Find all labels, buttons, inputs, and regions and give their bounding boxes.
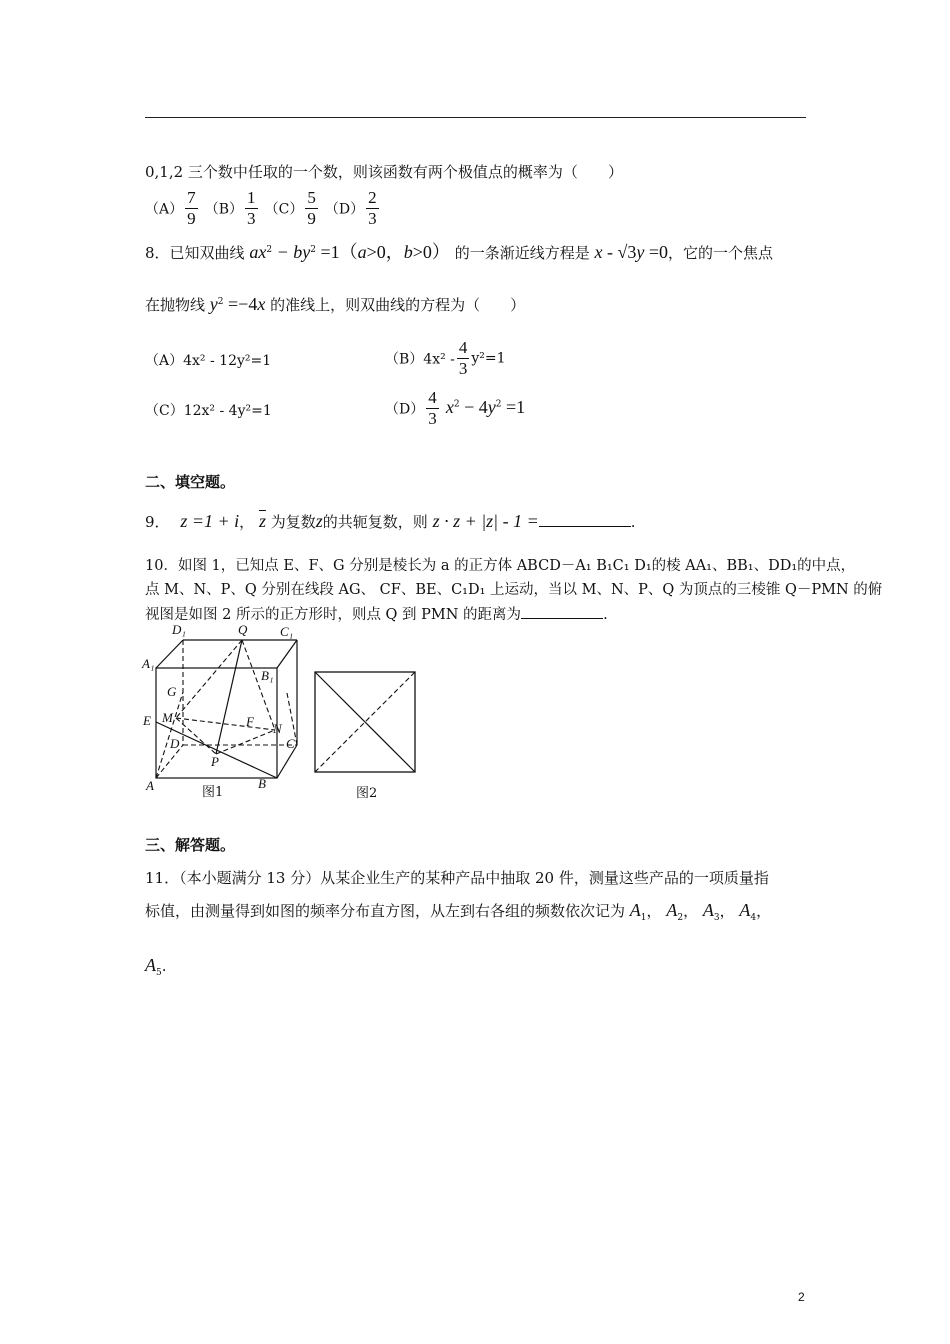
figure2-square	[310, 665, 422, 805]
q9-answer-blank	[539, 512, 631, 527]
q7-option-c-label: （C）	[264, 201, 304, 218]
q10-line3: 视图是如图 2 所示的正方形时，则点 Q 到 PMN 的距离为 .	[145, 604, 608, 625]
q7-line1: 0,1,2 三个数中任取的一个数，则该函数有两个极值点的概率为（ ）	[145, 163, 623, 181]
label-a1: A₁	[142, 656, 155, 671]
label-c1: C₁	[280, 624, 294, 639]
q8-option-c: （C）12x² - 4y²=1	[145, 403, 272, 419]
edge-a1-d1	[156, 640, 183, 668]
q8-option-a: （A）4x² - 12y²=1	[145, 353, 272, 369]
q7-option-b-label: （B）	[204, 201, 244, 218]
q9: 9． z =1 + i， $\overline{z}$ 为复数z的共轭复数，则 z · z + |z| - 1 = .	[145, 511, 636, 531]
line-m-p	[176, 718, 216, 754]
q7-option-c-frac: $\frac{5}{9}$	[307, 188, 316, 228]
q8-line2: 在抛物线 $y^2 =-4x$ 的准线上，则双曲线的方程为（ ）	[145, 294, 526, 314]
line-a-g	[156, 692, 183, 778]
q10-answer-blank	[521, 604, 603, 619]
label-c: C	[286, 736, 295, 751]
label-d1: D₁	[172, 622, 186, 637]
q11-line2: 标值，由测量得到如图的频率分布直方图，从左到右各组的频数依次记为 $A_1$， $A_2$， $A_3$， $A_4$，	[145, 900, 772, 923]
q10-line2: 点 M、N、P、Q 分别在线段 AG、 CF、BE、C₁D₁ 上运动，当以 M、N、P、Q 为顶点的三棱锥 Q－PMN 的俯	[145, 582, 883, 598]
label-a: A	[146, 778, 154, 793]
q7-option-d-label: （D）	[324, 201, 365, 218]
label-d: D	[170, 736, 180, 751]
line-q-m	[176, 640, 242, 718]
page-number: 2	[798, 1290, 805, 1304]
header-rule	[145, 117, 806, 118]
q8-option-b: （B）4x² - $\frac{4}{3}$ y²=1	[385, 338, 506, 378]
label-p: P	[211, 754, 219, 769]
line-q-p	[216, 640, 242, 754]
label-b1: B₁	[261, 668, 274, 683]
label-n: N	[273, 721, 282, 736]
label-q: Q	[238, 622, 248, 637]
label-g: G	[167, 684, 177, 699]
edge-b1-c1	[277, 640, 297, 668]
section-solve-heading: 三、解答题。	[145, 836, 236, 854]
figure2-caption: 图2	[356, 786, 378, 801]
q7-option-a-label: （A）	[145, 201, 184, 218]
label-f: F	[246, 714, 254, 729]
label-e: E	[143, 713, 151, 728]
figure1-caption: 图1	[202, 785, 224, 800]
q7-option-b-frac: $\frac{1}{3}$	[247, 188, 256, 228]
q7-options	[145, 188, 381, 229]
figure1-cube	[140, 620, 310, 805]
line-m-n	[176, 718, 275, 730]
q11-line3: $A_5$.	[145, 955, 167, 978]
q8-line1: 8．已知双曲线 $ax^2 - by^2 =1(a>0$，b>0） 的一条渐近线方程是 x - √3y =0，它的一个焦点	[145, 242, 774, 262]
line-p-n	[216, 730, 275, 754]
q7-option-a-frac: $\frac{7}{9}$	[187, 188, 196, 228]
label-m: M	[162, 710, 173, 725]
label-b: B	[258, 776, 266, 791]
q11-line1: 11．（本小题满分 13 分）从某企业生产的某种产品中抽取 20 件，测量这些产品的一项质量指	[145, 869, 769, 887]
q7-option-d-frac: $\frac{2}{3}$	[368, 188, 377, 228]
q8-option-d: （D） $\frac{4}{3}$ $x^2 - 4y^2 =1$	[385, 388, 526, 428]
section-fill-blank-heading: 二、填空题。	[145, 473, 236, 491]
q10-line1: 10．如图 1，已知点 E、F、G 分别是棱长为 a 的正方体 ABCD－A₁ B₁C₁ D₁的棱 AA₁、BB₁、DD₁的中点，	[145, 558, 856, 574]
